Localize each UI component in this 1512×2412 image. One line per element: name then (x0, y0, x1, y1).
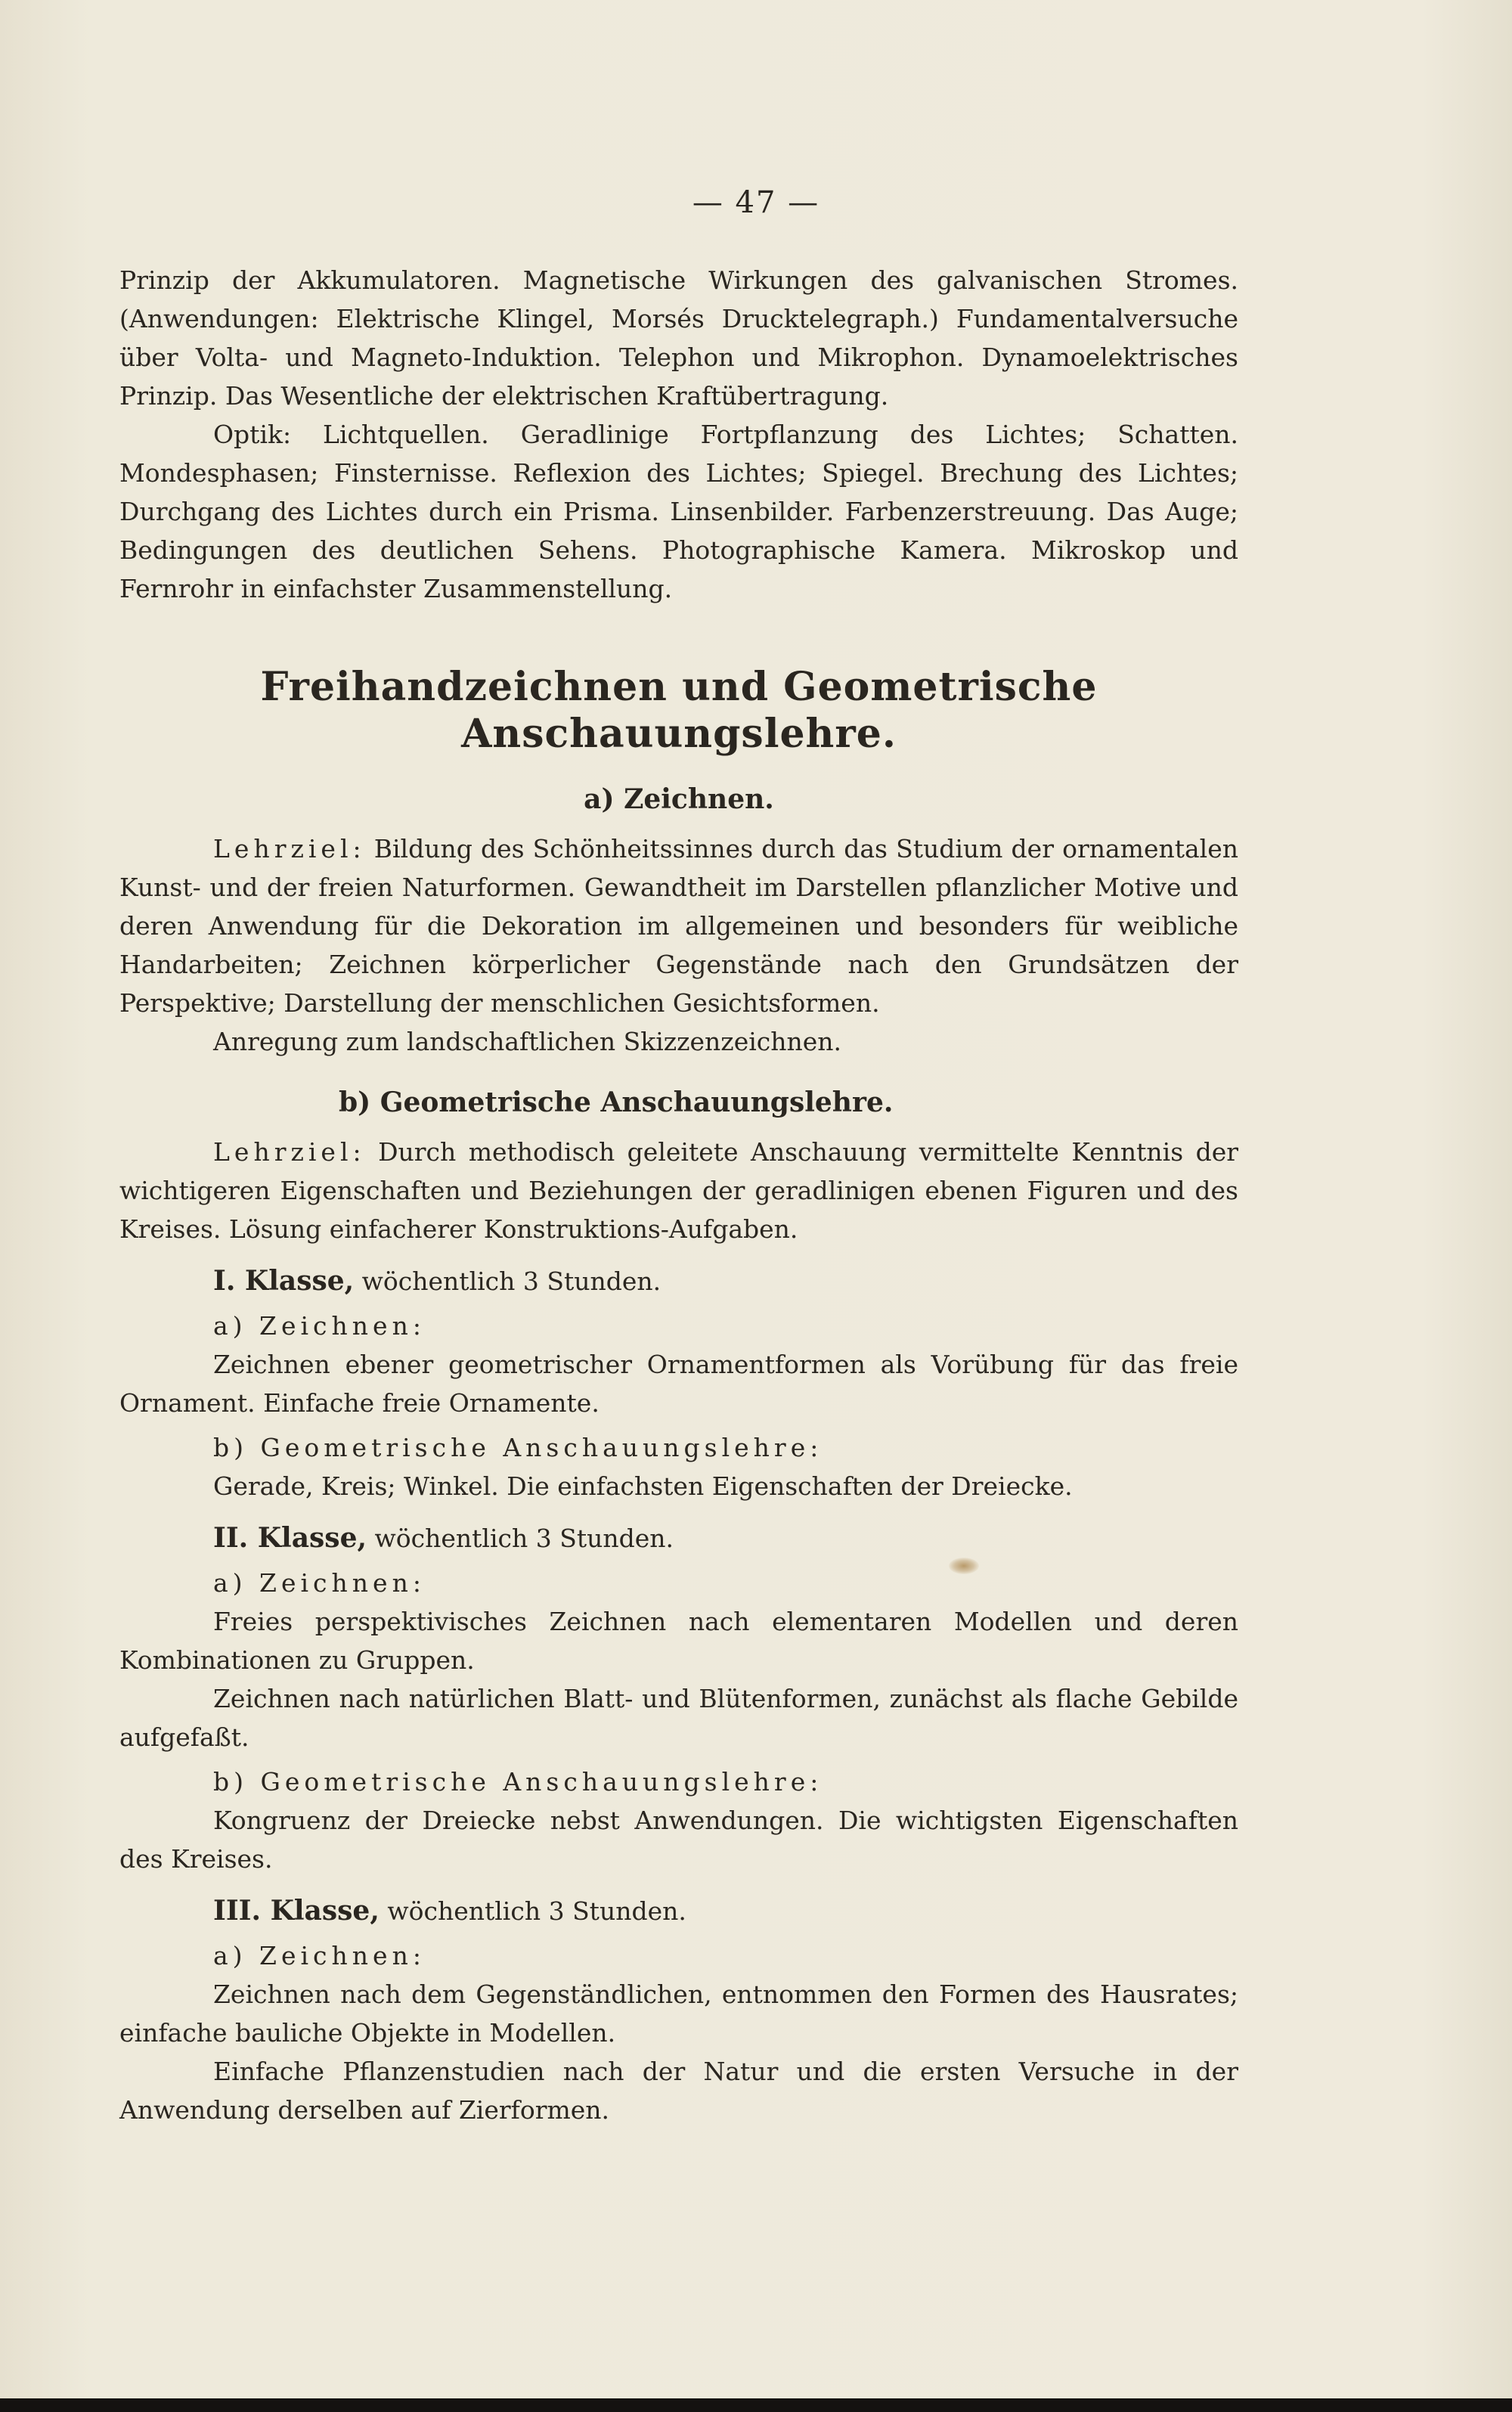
klasse-2-geometrie-label: b) Geometrische Anschauungslehre: (213, 1767, 823, 1797)
klasse-hours: wöchentlich 3 Stunden. (361, 1266, 662, 1296)
klasse-hours: wöchentlich 3 Stunden. (374, 1524, 674, 1553)
klasse-name: III. Klasse, (213, 1895, 380, 1927)
lehrziel-label: Lehrziel: (213, 1137, 366, 1167)
klasse-3-heading (119, 1892, 1238, 1930)
klasse-3-zeichnen-label: a) Zeichnen: (213, 1941, 426, 1970)
klasse-1-heading (119, 1262, 1238, 1301)
lehrziel-text: Durch methodisch geleitete Anschauung vermittelte Kenntnis der wichtigeren Eigenschaften und Beziehungen der geradlinigen ebenen Figuren und des Kreises. Lösung einfacherer Konstruktions-Aufgaben. (119, 1137, 1238, 1244)
geometrie-heading: b) Geometrische Anschauungslehre. (339, 1087, 894, 1118)
klasse-3-zeichnen-text-1: Zeichnen nach dem Gegenständlichen, entnommen den Formen des Hausrates; einfache bauliche Objekte in Modellen. (119, 1980, 1238, 2048)
klasse-name: II. Klasse, (213, 1522, 367, 1554)
geometrie-lehrziel (119, 1133, 1238, 1248)
zeichnen-heading: a) Zeichnen. (584, 783, 774, 815)
zeichnen-lehrziel (119, 829, 1238, 1022)
klasse-2-zeichnen-text-2: Zeichnen nach natürlichen Blatt- und Blütenformen, zunächst als flache Gebilde aufgefaßt. (119, 1684, 1238, 1752)
klasse-name: I. Klasse, (213, 1265, 355, 1297)
klasse-1-zeichnen-text: Zeichnen ebener geometrischer Ornamentformen als Vorübung für das freie Ornament. Einfache freie Ornamente. (119, 1350, 1238, 1418)
klasse-1-geometrie-text: Gerade, Kreis; Winkel. Die einfachsten Eigenschaften der Dreiecke. (213, 1471, 1073, 1501)
scan-edge (0, 2398, 1512, 2412)
klasse-2-geometrie-text: Kongruenz der Dreiecke nebst Anwendungen. Die wichtigsten Eigenschaften des Kreises. (119, 1806, 1238, 1874)
klasse-2-zeichnen-text-1: Freies perspektivisches Zeichnen nach elementaren Modellen und deren Kombinationen zu Gruppen. (119, 1607, 1238, 1675)
klasse-hours: wöchentlich 3 Stunden. (387, 1896, 686, 1926)
section-title: Freihandzeichnen und Geometrische Anschauungslehre. (260, 664, 1098, 757)
klasse-2-heading (119, 1519, 1238, 1558)
physics-paragraph: Prinzip der Akkumulatoren. Magnetische Wirkungen des galvanischen Stromes. (Anwendungen: Elektrische Klingel, Morsés Drucktelegraph.) Fundamentalversuche über Volta- und Magneto-Induktion. Telephon und Mikrophon. Dynamoelektrisches Prinzip. Das Wesentliche der elektrischen Kraftübertragung. (119, 265, 1238, 411)
paper-stain (949, 1558, 979, 1574)
page-number: — 47 — (692, 185, 820, 220)
klasse-1-zeichnen-label: a) Zeichnen: (213, 1311, 426, 1341)
zeichnen-anregung: Anregung zum landschaftlichen Skizzenzeichnen. (213, 1027, 842, 1056)
lehrziel-label: Lehrziel: (213, 834, 366, 863)
klasse-2-zeichnen-label: a) Zeichnen: (213, 1568, 426, 1598)
optik-paragraph: Optik: Lichtquellen. Geradlinige Fortpflanzung des Lichtes; Schatten. Mondesphasen; Finsternisse. Reflexion des Lichtes; Spiegel. Brechung des Lichtes; Durchgang des Lichtes durch ein Prisma. Linsenbilder. Farbenzerstreuung. Das Auge; Bedingungen des deutlichen Sehens. Photographische Kamera. Mikroskop und Fernrohr in einfachster Zusammenstellung. (119, 420, 1238, 603)
page-body (119, 261, 1238, 2129)
klasse-3-zeichnen-text-2: Einfache Pflanzenstudien nach der Natur und die ersten Versuche in der Anwendung derselben auf Zierformen. (119, 2057, 1238, 2125)
lehrziel-text: Bildung des Schönheitssinnes durch das Studium der ornamentalen Kunst- und der freien Naturformen. Gewandtheit im Darstellen pflanzlicher Motive und deren Anwendung für die Dekoration im allgemeinen und besonders für weibliche Handarbeiten; Zeichnen körperlicher Gegenstände nach den Grundsätzen der Perspektive; Darstellung der menschlichen Gesichtsformen. (119, 834, 1239, 1018)
klasse-1-geometrie-label: b) Geometrische Anschauungslehre: (213, 1433, 823, 1462)
